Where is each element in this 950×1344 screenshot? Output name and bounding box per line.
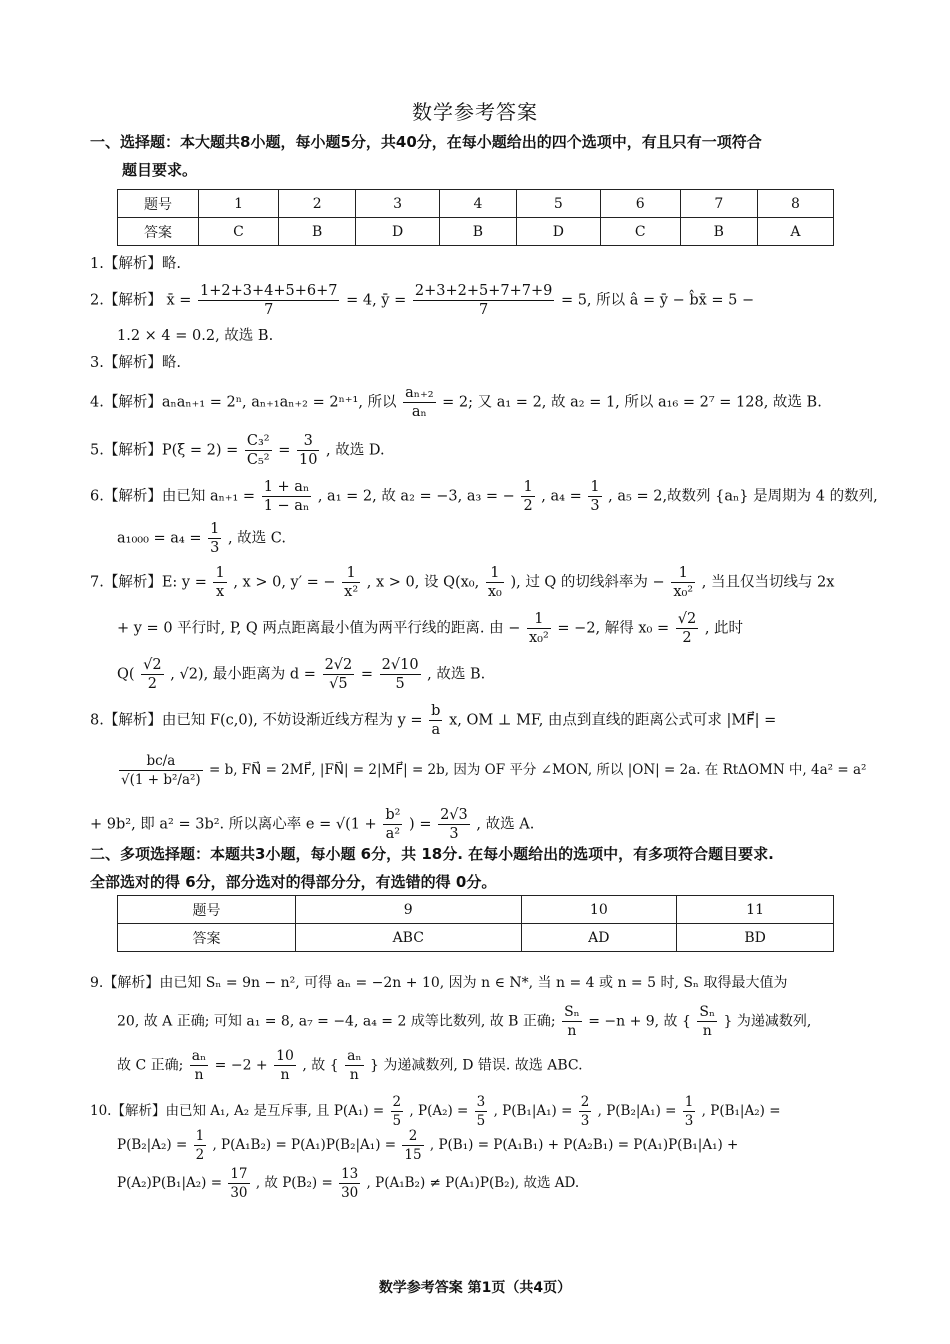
denominator: x₀² [529, 630, 549, 646]
denominator: x [216, 584, 225, 600]
fraction [190, 1047, 208, 1084]
denominator: x₀² [673, 584, 694, 600]
formula-part: , P(B₁) = P(A₁B₁) + P(A₂B₁) = P(A₁)P(B₁|A₁) + [429, 1137, 739, 1153]
fraction [391, 1093, 404, 1130]
formula-part: a₁₀₀₀ = a₄ = [117, 530, 202, 547]
denominator: 15 [404, 1147, 422, 1163]
solution-8 [90, 702, 865, 739]
formula-part: 20, 故 A 正确; 可知 a₁ = 8, a₇ = −4, a₄ = 2 成等比数列, 故 B 正确; [117, 1013, 556, 1030]
numerator: 1 [486, 564, 504, 583]
numerator: 2 [402, 1127, 423, 1146]
denominator: C₅² [246, 452, 270, 468]
denominator: 2 [682, 630, 692, 646]
solution-7-line3 [117, 656, 892, 693]
fraction [429, 702, 442, 739]
formula-part: = b, FN⃗ = 2MF⃗, |FN⃗| = 2|MF⃗| = 2b, 因为 OF 平分 ∠MON, 所以 |ON| = 2a. 在 RtΔOMN 中, 4a² = a² [208, 762, 867, 778]
table-cell: BD [677, 924, 834, 952]
table-cell: 6 [600, 190, 680, 218]
formula-part: ) = [409, 816, 432, 833]
fraction [671, 564, 695, 601]
formula-part: , 故选 A. [476, 816, 535, 833]
fraction [475, 1093, 488, 1130]
formula-part: , 故选 B. [427, 666, 486, 683]
fraction [697, 1003, 717, 1040]
table-cell: AD [521, 924, 677, 952]
formula-part: 6.【解析】由已知 aₙ₊₁ = [90, 488, 256, 505]
denominator: 2 [147, 676, 157, 692]
formula-part: , x > 0, 设 Q(x₀, [366, 574, 480, 591]
solution-9: 9.【解析】由已知 Sₙ = 9n − n², 可得 aₙ = −2n + 10, 因为 n ∈ N*, 当 n = 4 或 n = 5 时, Sₙ 取得最大值为 [90, 975, 788, 991]
formula-part: Q( [117, 666, 135, 683]
formula-part: } 为递减数列, [723, 1013, 812, 1030]
numerator: 1 [215, 565, 225, 581]
table-cell: D [517, 218, 601, 246]
fraction [683, 1093, 696, 1130]
solution-10 [90, 1093, 865, 1130]
numerator: 3 [297, 432, 319, 451]
formula-part: = −2, 解得 x₀ = [557, 620, 670, 637]
denominator: 5 [395, 676, 405, 692]
formula-part: x, OM ⊥ MF, 由点到直线的距离公式可求 |MF⃗| = [449, 712, 777, 729]
table-cell: 题号 [118, 896, 296, 924]
denominator: n [280, 1067, 290, 1083]
table-cell: 11 [677, 896, 834, 924]
denominator: 10 [298, 452, 318, 468]
solution-4 [90, 384, 865, 421]
numerator: 1 + aₙ [263, 479, 310, 495]
table-cell: B [439, 218, 516, 246]
numerator: 3 [476, 1094, 486, 1110]
table-cell: B [279, 218, 356, 246]
fraction [297, 432, 319, 469]
numerator: 10 [276, 1048, 294, 1064]
numerator: Sₙ [699, 1004, 716, 1020]
formula-part: = −n + 9, 故 { [588, 1013, 691, 1030]
formula-part: = [278, 442, 291, 459]
page-title: 数学参考答案 [412, 100, 538, 124]
formula-part: , √2), 最小距离为 d = [170, 666, 316, 683]
fraction [141, 656, 163, 693]
denominator: 5 [476, 1113, 486, 1129]
solution-2-line2: 1.2 × 4 = 0.2, 故选 B. [117, 328, 274, 344]
formula-part: = [360, 666, 374, 683]
formula-part: = 2; 又 a₁ = 2, 故 a₂ = 1, 所以 a₁₆ = 2⁷ = 128, 故选 B. [442, 394, 822, 411]
numerator: 1 [684, 1094, 694, 1110]
table-row [118, 218, 834, 246]
formula-part: , P(B₁|A₁) = [493, 1103, 573, 1119]
formula-part: , P(A₂) = [409, 1103, 469, 1119]
numerator: 2√10 [381, 657, 419, 673]
table-cell: 8 [757, 190, 833, 218]
denominator: n [194, 1067, 204, 1083]
numerator: 13 [341, 1166, 359, 1182]
numerator: b² [385, 807, 401, 823]
formula-part: P(B₂|A₂) = [117, 1137, 188, 1153]
denominator: 3 [210, 540, 220, 556]
formula-part: , a₁ = 2, 故 a₂ = −3, a₃ = − [317, 488, 515, 505]
solution-8-line3 [90, 806, 865, 843]
numerator: Sₙ [564, 1004, 580, 1020]
formula-part: , P(B₁|A₂) = [701, 1103, 781, 1119]
numerator: 1 [527, 610, 551, 629]
table-cell: 7 [680, 190, 757, 218]
table-cell: 题号 [118, 190, 199, 218]
section1-heading [90, 128, 865, 184]
fraction [562, 1003, 582, 1040]
fraction [438, 806, 470, 843]
formula-part: = −2 + [214, 1057, 268, 1074]
numerator: 1 [342, 564, 360, 583]
formula-part: , 故 { [302, 1057, 339, 1074]
fraction [245, 432, 272, 469]
denominator: 3 [449, 826, 459, 842]
table-cell: B [680, 218, 757, 246]
numerator: 1 [523, 479, 533, 495]
denominator: 30 [230, 1185, 248, 1201]
denominator: 30 [341, 1185, 359, 1201]
solution-10-line2 [117, 1127, 892, 1164]
denominator: √(1 + b²/a²) [121, 772, 201, 788]
fraction [342, 564, 360, 601]
formula-part: + 9b², 即 a² = 3b². 所以离心率 e = √(1 + [90, 816, 377, 833]
denominator: x² [344, 584, 359, 600]
formula-part: } 为递减数列, D 错误. 故选 ABC. [369, 1057, 583, 1074]
section2-heading [90, 840, 865, 896]
solution-3: 3.【解析】略. [90, 355, 181, 371]
denominator: 5 [392, 1113, 402, 1129]
fraction [521, 478, 534, 515]
table-cell: 2 [279, 190, 356, 218]
denominator: 7 [264, 302, 274, 318]
denominator: 7 [478, 302, 489, 318]
numerator: 1 [195, 1128, 205, 1144]
formula-part: 5.【解析】P(ξ = 2) = [90, 442, 239, 459]
table-cell: 9 [296, 896, 522, 924]
section2-heading-cont: 全部选对的得 6分，部分选对的得部分分，有选错的得 0分。 [90, 873, 497, 891]
table-cell: A [757, 218, 833, 246]
numerator: 17 [230, 1166, 248, 1182]
formula-part: x̄ = [166, 292, 192, 309]
fraction [274, 1047, 296, 1084]
denominator: 2 [195, 1147, 205, 1163]
table-row [118, 896, 834, 924]
fraction [119, 752, 203, 789]
table-cell: ABC [296, 924, 522, 952]
formula-part: , 故选 D. [326, 442, 385, 459]
numerator: 2+3+2+5+7+7+9 [414, 283, 553, 299]
fraction [527, 610, 551, 647]
fraction [676, 610, 698, 647]
numerator: 1 [210, 521, 220, 537]
fraction [208, 520, 221, 557]
fraction [339, 1165, 360, 1202]
page-footer: 数学参考答案 第1页（共4页） [378, 1280, 572, 1296]
solution-9-line2 [117, 1003, 892, 1040]
solution-8-line2 [117, 752, 892, 789]
formula-part: , a₄ = [541, 488, 582, 505]
formula-part: P(A₂)P(B₁|A₂) = [117, 1175, 223, 1191]
denominator: n [702, 1023, 712, 1039]
formula-part: 4.【解析】aₙaₙ₊₁ = 2ⁿ, aₙ₊₁aₙ₊₂ = 2ⁿ⁺¹, 所以 [90, 394, 397, 411]
numerator: 2√3 [440, 807, 468, 823]
table-row [118, 190, 834, 218]
solution-7 [90, 564, 865, 601]
denominator: 3 [590, 498, 600, 514]
solution-5 [90, 432, 865, 469]
fraction [588, 478, 601, 515]
denominator: n [567, 1023, 577, 1039]
table-cell: 答案 [118, 218, 199, 246]
fraction [228, 1165, 249, 1202]
numerator: 1 [590, 479, 600, 495]
formula-part: , P(A₁B₂) = P(A₁)P(B₂|A₁) = [212, 1137, 397, 1153]
formula-part: = 5, 所以 â = ȳ − b̂x̄ = 5 − [560, 292, 755, 309]
numerator: 1+2+3+4+5+6+7 [200, 283, 338, 299]
numerator: aₙ [347, 1048, 362, 1064]
formula-part: 故 C 正确; [117, 1057, 184, 1074]
fraction [579, 1093, 592, 1130]
solution-6 [90, 478, 878, 515]
denominator: n [349, 1067, 359, 1083]
formula-part: ), 过 Q 的切线斜率为 − [510, 574, 665, 591]
denominator: 2 [523, 498, 533, 514]
formula-part: , P(A₁B₂) ≠ P(A₁)P(B₂), 故选 AD. [366, 1175, 580, 1191]
section1-heading-text: 一、选择题：本大题共8小题，每小题5分，共40分，在每小题给出的四个选项中，有且只有一项符合 [90, 133, 762, 151]
solution-10-line3 [117, 1165, 892, 1202]
numerator: aₙ₊₂ [405, 385, 434, 401]
table-cell: 4 [439, 190, 516, 218]
section2-heading-text: 二、多项选择题：本题共3小题，每小题 6分，共 18分. 在每小题给出的选项中，有多项符合题目要求. [90, 845, 774, 863]
table-cell: 3 [356, 190, 440, 218]
answer-table-1 [117, 189, 834, 246]
fraction [380, 656, 421, 693]
numerator: √2 [677, 611, 697, 627]
numerator: 2√2 [324, 657, 353, 673]
formula-part: 8.【解析】由已知 F(c,0), 不妨设渐近线方程为 y = [90, 712, 423, 729]
formula-part: , P(B₂|A₁) = [597, 1103, 677, 1119]
numerator: C₃² [246, 433, 270, 449]
fraction [383, 806, 402, 843]
table-cell: C [600, 218, 680, 246]
fraction [402, 1127, 423, 1164]
solution-label: 2.【解析】 [90, 292, 162, 309]
table-cell: 1 [199, 190, 279, 218]
numerator: aₙ [191, 1048, 207, 1064]
numerator: b [431, 703, 441, 719]
solution-6-line2 [117, 520, 892, 557]
denominator: 3 [580, 1113, 590, 1129]
solution-1: 1.【解析】略. [90, 256, 181, 272]
denominator: x₀ [487, 584, 502, 600]
numerator: √2 [143, 657, 162, 673]
fraction [403, 384, 435, 421]
table-cell: C [199, 218, 279, 246]
formula-part: , 故 P(B₂) = [255, 1175, 333, 1191]
denominator: 3 [684, 1113, 694, 1129]
table-cell: 答案 [118, 924, 296, 952]
numerator: 1 [671, 564, 695, 583]
fraction [345, 1047, 363, 1084]
denominator: aₙ [411, 404, 427, 420]
denominator: √5 [329, 676, 348, 692]
formula-part: 10.【解析】由已知 A₁, A₂ 是互斥事, 且 P(A₁) = [90, 1103, 385, 1119]
fraction [262, 478, 312, 515]
numerator: bc/a [119, 752, 203, 771]
fraction [198, 282, 339, 319]
table-row [118, 924, 834, 952]
formula-part: , x > 0, y′ = − [233, 574, 336, 591]
table-cell: D [356, 218, 440, 246]
denominator: a² [385, 826, 401, 842]
formula-part: + y = 0 平行时, P, Q 两点距离最小值为两平行线的距离. 由 − [117, 620, 521, 637]
formula-part: , 此时 [704, 620, 744, 637]
fraction [194, 1127, 207, 1164]
solution-7-line2 [117, 610, 892, 647]
formula-part: , 当且仅当切线与 2x [701, 574, 835, 591]
fraction [413, 282, 554, 319]
answer-table-2 [117, 895, 834, 952]
solution-2 [90, 282, 865, 319]
fraction [213, 564, 226, 601]
numerator: 2 [392, 1094, 402, 1110]
denominator: a [431, 722, 441, 738]
solution-9-line3 [117, 1047, 892, 1084]
denominator: 1 − aₙ [263, 498, 310, 514]
section1-heading-cont: 题目要求。 [122, 161, 198, 179]
table-cell: 10 [521, 896, 677, 924]
formula-part: 7.【解析】E: y = [90, 574, 207, 591]
fraction [486, 564, 504, 601]
formula-part: , a₅ = 2,故数列 {aₙ} 是周期为 4 的数列, [608, 488, 878, 505]
numerator: 2 [580, 1094, 590, 1110]
formula-part: = 4, ȳ = [346, 292, 407, 309]
table-cell: 5 [517, 190, 601, 218]
fraction [323, 656, 355, 693]
formula-part: , 故选 C. [227, 530, 286, 547]
